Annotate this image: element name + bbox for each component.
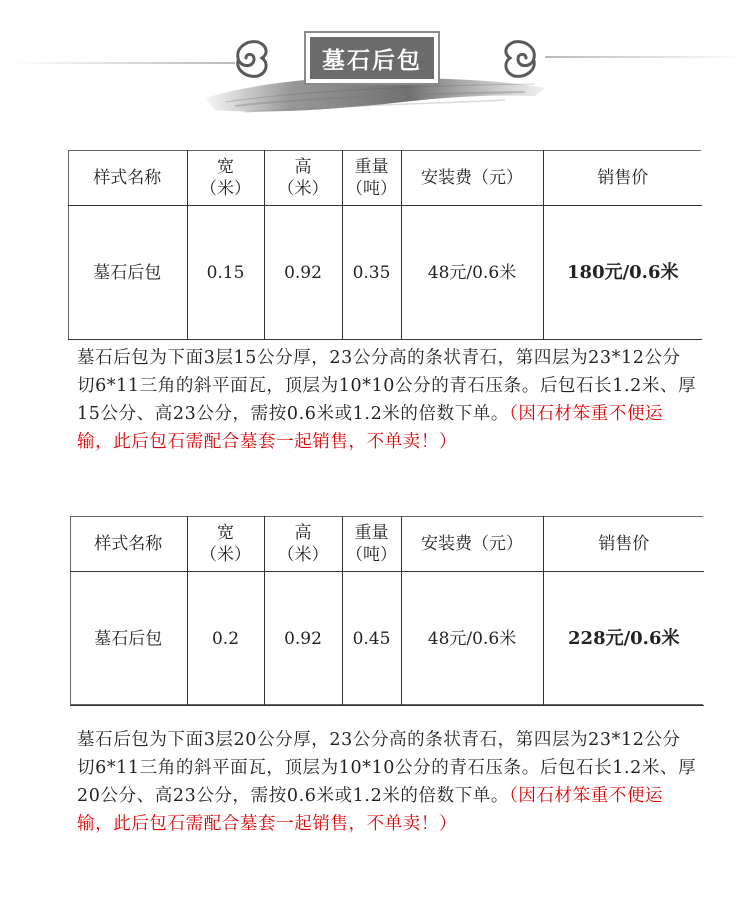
cell-width: 0.15: [187, 206, 264, 340]
banner-line-right: [545, 56, 745, 58]
cell-height: 0.92: [264, 206, 342, 340]
cell-height: 0.92: [264, 572, 342, 706]
table-header-row: [68, 150, 702, 206]
title-plaque: [304, 31, 440, 85]
description-text: 墓石后包为下面3层15公分厚，23公分高的条状青石，第四层为23*12公分切6*11三角的斜平面瓦，顶层为10*10公分的青石压条。后包石长1.2米、厚15公分、高23公分，需按0.6米或1.2米的倍数下单。: [77, 348, 697, 424]
table-row: [70, 572, 704, 706]
header-weight-unit: （吨）: [346, 178, 397, 199]
description-text: 墓石后包为下面3层20公分厚，23公分高的条状青石，第四层为23*12公分切6*11三角的斜平面瓦，顶层为10*10公分的青石压条。后包石长1.2米、厚20公分、高23公分，需按0.6米或1.2米的倍数下单。: [77, 730, 697, 806]
spec-table-2: [70, 516, 704, 706]
header-width-unit: （米）: [200, 178, 251, 199]
header-install-fee: 安装费（元）: [401, 150, 543, 206]
header-height-label: 高: [294, 522, 312, 543]
header-width: [187, 516, 264, 572]
header-height-label: 高: [294, 156, 312, 177]
cell-style-name: 墓石后包: [70, 572, 187, 706]
header-weight-label: 重量: [354, 522, 389, 543]
header-height: [264, 516, 342, 572]
header-height-unit: （米）: [277, 178, 329, 199]
cloud-ornament-right-icon: [500, 34, 544, 84]
header-width-unit: （米）: [200, 544, 251, 565]
cell-weight: 0.35: [342, 206, 401, 340]
cell-install-fee: 48元/0.6米: [401, 206, 543, 340]
cloud-ornament-left-icon: [228, 34, 272, 84]
cell-weight: 0.45: [342, 572, 401, 706]
cell-price: 180元/0.6米: [543, 206, 702, 340]
table-row: [68, 206, 702, 340]
description-note: （因石材笨重不便运输，此后包石需配合墓套一起销售，不单卖！）: [77, 404, 664, 452]
cell-style-name: 墓石后包: [68, 206, 187, 340]
header-weight: [342, 516, 401, 572]
product-description-1: [77, 344, 697, 456]
cell-price: 228元/0.6米: [543, 572, 704, 706]
header-height: [264, 150, 342, 206]
page-title: 墓石后包: [310, 37, 434, 79]
header-style-name: 样式名称: [68, 150, 187, 206]
header-install-fee: 安装费（元）: [401, 516, 543, 572]
header-weight: [342, 150, 401, 206]
cell-width: 0.2: [187, 572, 264, 706]
header-style-name: 样式名称: [70, 516, 187, 572]
product-description-2: [77, 726, 697, 838]
header-price: 销售价: [543, 516, 704, 572]
cell-install-fee: 48元/0.6米: [401, 572, 543, 706]
header-price: 销售价: [543, 150, 702, 206]
description-note: （因石材笨重不便运输，此后包石需配合墓套一起销售，不单卖！）: [77, 786, 664, 834]
table-header-row: [70, 516, 704, 572]
header-width: [187, 150, 264, 206]
header-banner: [0, 0, 750, 130]
header-weight-label: 重量: [354, 156, 389, 177]
header-width-label: 宽: [217, 522, 234, 543]
header-width-label: 宽: [217, 156, 234, 177]
header-height-unit: （米）: [277, 544, 329, 565]
spec-table-1: [68, 150, 702, 340]
header-weight-unit: （吨）: [346, 544, 397, 565]
banner-line-left: [10, 62, 235, 64]
